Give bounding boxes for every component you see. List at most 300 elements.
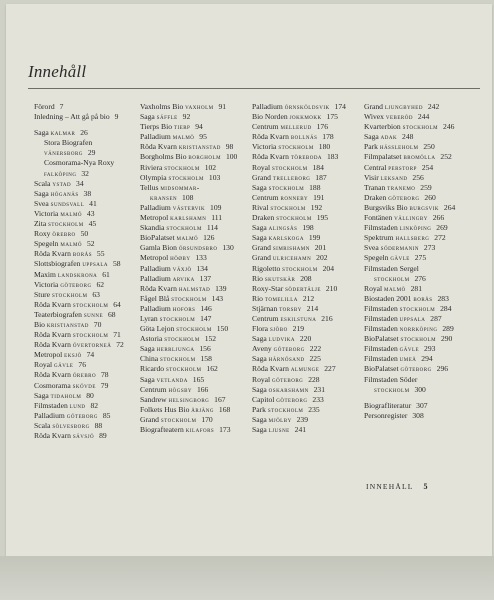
toc-entry-page: 143 — [211, 293, 224, 303]
toc-entry — [140, 213, 237, 223]
toc-entry-page: 246 — [443, 122, 455, 132]
toc-entry-page: 82 — [90, 400, 99, 410]
toc-entry-city: växjö — [172, 263, 192, 273]
toc-entry — [364, 324, 455, 334]
toc-entry-city: göteborg — [272, 374, 304, 384]
toc-entry-page: 94 — [195, 122, 203, 132]
running-footer-label: INNEHÅLL — [366, 482, 414, 491]
toc-entry-page: 192 — [310, 202, 323, 212]
toc-entry — [140, 233, 237, 243]
toc-entry-page: 162 — [206, 364, 218, 374]
toc-entry-name: Centrum — [252, 122, 279, 132]
toc-entry-page: 166 — [196, 384, 209, 394]
toc-entry-city: ulricehamn — [272, 253, 312, 263]
toc-entry-name: Filmpalatset — [364, 152, 402, 162]
toc-entry-name: Draken — [252, 213, 275, 223]
toc-entry-name: Victoria — [34, 279, 59, 289]
toc-entry — [364, 364, 455, 374]
toc-entry-city: stockholm — [164, 162, 200, 172]
toc-entry — [252, 102, 346, 112]
title-rule — [28, 88, 480, 89]
toc-entry-city: stockholm — [272, 162, 308, 172]
toc-entry-name: Röda Kvarn — [34, 330, 71, 340]
toc-entry-name: Palladium — [140, 303, 171, 313]
toc-entry-page: 241 — [294, 425, 307, 434]
toc-entry-page: 216 — [321, 313, 333, 323]
toc-entry — [364, 385, 455, 395]
toc-entry — [140, 425, 237, 435]
toc-entry-city: stockholm — [159, 313, 196, 323]
toc-entry — [140, 132, 237, 142]
toc-entry-page: 201 — [314, 243, 327, 253]
toc-entry — [252, 375, 346, 385]
toc-entry — [140, 415, 237, 425]
toc-entry-page: 91 — [218, 102, 227, 111]
toc-entry-page: 139 — [215, 283, 227, 293]
toc-entry-city: örebro — [52, 229, 76, 239]
table-surface — [0, 556, 494, 600]
toc-entry-page: 202 — [316, 253, 328, 263]
toc-entry — [140, 183, 237, 193]
toc-entry-city: adak — [380, 132, 398, 142]
toc-entry-name: Park — [364, 142, 378, 152]
toc-column-4 — [364, 102, 455, 421]
toc-entry — [364, 122, 455, 132]
toc-entry-name: Skandia — [140, 223, 165, 233]
toc-entry-name: Spektrum — [364, 233, 394, 243]
toc-entry — [252, 344, 346, 354]
toc-entry-city: säffle — [156, 112, 178, 122]
toc-entry-city: karlshamn — [170, 213, 207, 223]
toc-entry-name: Saga — [252, 354, 267, 364]
toc-entry-name: Fontänen — [364, 213, 393, 223]
toc-entry-page: 34 — [76, 178, 84, 188]
toc-entry-name: Riviera — [140, 162, 163, 172]
toc-entry-name: Victoria — [34, 208, 59, 218]
toc-entry-page: 174 — [334, 102, 346, 111]
toc-entry-city: eksjö — [64, 350, 82, 360]
toc-entry — [252, 132, 346, 142]
toc-entry — [364, 223, 455, 233]
toc-entry-name: Rio — [252, 293, 263, 303]
toc-entry-name: Tellus — [140, 182, 159, 192]
toc-entry-name: Röda Kvarn — [34, 249, 71, 259]
toc-entry — [140, 395, 237, 405]
toc-entry-page: 63 — [92, 289, 100, 299]
toc-entry-name: Saga — [252, 182, 267, 192]
toc-entry — [34, 411, 124, 421]
toc-entry-name: Saga — [252, 233, 267, 243]
page-number: 5 — [423, 482, 428, 491]
toc-entry — [364, 112, 455, 122]
toc-entry — [252, 163, 346, 173]
toc-entry-name: Stjärnan — [252, 303, 278, 313]
toc-entry-city: karlskoga — [268, 233, 305, 243]
toc-entry-page: 146 — [200, 303, 212, 313]
toc-entry-name: Grand — [364, 102, 383, 111]
toc-entry-name: Royal — [364, 283, 383, 293]
toc-entry — [140, 142, 237, 152]
toc-entry-page: 102 — [204, 162, 217, 172]
toc-entry-city: stockholm — [72, 299, 109, 309]
toc-entry-name: Saga — [34, 390, 49, 400]
toc-entry — [34, 229, 124, 239]
toc-entry-name: Rio — [252, 273, 263, 283]
toc-entry — [364, 183, 455, 193]
toc-entry-city: ystad — [52, 178, 72, 188]
toc-entry-city: simrishamn — [272, 243, 310, 253]
toc-entry — [34, 310, 124, 320]
toc-entry — [252, 314, 346, 324]
toc-entry-name: Fågel Blå — [140, 293, 170, 303]
toc-entry-name: Ricardo — [140, 364, 165, 374]
toc-entry-page: 45 — [88, 219, 97, 229]
toc-entry-page: 273 — [423, 243, 436, 253]
toc-entry-name: Tranan — [364, 182, 386, 192]
toc-entry-name: Spegeln — [364, 253, 389, 263]
toc-entry-name: Grand — [252, 253, 271, 263]
toc-entry-page: 173 — [219, 425, 231, 434]
toc-entry-name: Kvarterbion — [364, 122, 401, 132]
toc-entry-page: 95 — [199, 132, 207, 142]
toc-entry — [34, 158, 124, 168]
toc-entry-page: 290 — [440, 334, 453, 344]
toc-entry-page: 260 — [424, 192, 436, 202]
toc-entry — [140, 203, 237, 213]
toc-entry-name: Grand — [252, 172, 271, 182]
toc-entry-city: almunge — [290, 364, 320, 374]
toc-entry-page: 85 — [102, 410, 111, 420]
toc-entry-page: 188 — [309, 182, 321, 192]
toc-entry-city: stockholm — [374, 273, 410, 283]
toc-entry — [140, 314, 237, 324]
toc-entry — [34, 259, 124, 269]
toc-entry — [34, 148, 124, 158]
toc-entry — [34, 350, 124, 360]
toc-entry — [252, 324, 346, 334]
toc-entry — [252, 152, 346, 162]
toc-entry-page: 7 — [59, 102, 64, 111]
toc-entry-page: 308 — [412, 410, 424, 420]
toc-entry-name: BioPalatset — [140, 233, 175, 243]
toc-entry — [34, 102, 124, 112]
toc-entry-city: kristianstad — [178, 142, 221, 152]
toc-entry-page: 220 — [299, 334, 312, 344]
toc-entry — [252, 233, 346, 243]
toc-entry-city: höøby — [170, 253, 191, 263]
toc-entry — [140, 274, 237, 284]
toc-entry-name: Visir — [364, 172, 379, 182]
toc-entry-page: 158 — [200, 354, 212, 364]
toc-entry-city: bromölla — [403, 152, 436, 162]
toc-entry-page: 170 — [201, 414, 213, 424]
toc-entry — [34, 421, 124, 431]
toc-entry-page: 58 — [112, 259, 121, 269]
toc-entry-page: 89 — [99, 431, 107, 440]
toc-entry-page: 183 — [326, 152, 339, 162]
toc-entry-city: ljusne — [268, 425, 290, 434]
toc-entry — [34, 280, 124, 290]
toc-entry-page: 130 — [222, 243, 234, 253]
toc-entry-name: Saga — [252, 223, 267, 233]
toc-entry-city: stockholm — [171, 293, 207, 303]
toc-entry-page: 266 — [432, 213, 445, 223]
toc-entry-name: Wivex — [364, 112, 384, 122]
toc-entry-city: stockholm — [51, 289, 88, 299]
toc-entry — [364, 375, 455, 385]
toc-entry-city: ljungbyhed — [384, 102, 423, 111]
toc-entry-name: Filmstaden Sergel — [364, 263, 419, 273]
toc-entry-name: Victoria — [252, 142, 277, 152]
toc-entry-city: bollnäs — [290, 132, 318, 142]
toc-entry-name: Filmstaden Söder — [364, 374, 418, 384]
toc-entry-page: 244 — [417, 112, 430, 122]
toc-entry-page: 92 — [182, 112, 191, 122]
toc-entry — [34, 391, 124, 401]
toc-entry-name: Teaterbiografen — [34, 309, 82, 319]
toc-entry-city: uppsala — [399, 313, 426, 323]
toc-entry-city: gävle — [390, 253, 410, 263]
toc-entry-city: årjäng — [191, 404, 215, 414]
toc-entry — [140, 102, 237, 112]
toc-entry-city: tidaholm — [50, 390, 82, 400]
toc-entry-city: stockholm — [268, 182, 305, 192]
toc-entry-name: Röda Kvarn — [252, 152, 289, 162]
toc-entry-page: 250 — [423, 142, 435, 152]
toc-entry — [140, 294, 237, 304]
toc-entry-city: stockholm — [48, 219, 84, 229]
toc-entry-city: vällingby — [394, 213, 428, 223]
toc-entry-name: Svea — [34, 198, 49, 208]
toc-entry-page: 214 — [306, 303, 319, 313]
toc-entry-city: kalmar — [50, 128, 76, 138]
toc-entry-city: burgsvik — [409, 202, 440, 212]
toc-entry-page: 71 — [113, 330, 121, 340]
toc-entry-city: kristianstad — [46, 319, 89, 329]
toc-entry-city: göteborg — [276, 394, 308, 404]
toc-entry-page: 284 — [440, 303, 452, 313]
toc-entry — [140, 334, 237, 344]
toc-entry-city: herrljunga — [156, 344, 195, 354]
toc-entry-name: Saga — [252, 334, 267, 344]
toc-entry-name: Central — [364, 162, 387, 172]
toc-entry-city: tierp — [173, 122, 191, 132]
toc-entry — [34, 169, 124, 179]
toc-entry-page: 134 — [196, 263, 208, 273]
toc-entry-name: Filmstaden — [364, 354, 398, 364]
toc-entry-page: 195 — [316, 213, 329, 223]
toc-entry-city: stockholm — [168, 172, 205, 182]
toc-entry-city: högsby — [168, 384, 193, 394]
toc-entry-name: Filmstaden — [364, 324, 398, 334]
toc-entry-name: Metropol — [140, 213, 169, 223]
toc-entry-name: Palladium — [34, 410, 65, 420]
toc-entry — [364, 314, 455, 324]
toc-entry — [364, 163, 455, 173]
toc-entry-page: 187 — [315, 172, 327, 182]
toc-entry — [252, 193, 346, 203]
toc-entry-city: stockholm — [164, 334, 200, 344]
toc-entry-city: tomelilla — [264, 293, 298, 303]
toc-entry-city: stockholm — [160, 354, 196, 364]
toc-entry — [364, 233, 455, 243]
toc-entry — [34, 189, 124, 199]
toc-entry-name: Grand — [140, 414, 159, 424]
toc-entry-city: övertorneå — [72, 340, 112, 350]
toc-entry — [34, 219, 124, 229]
toc-entry-city: örnsköldsvik — [284, 102, 330, 111]
toc-entry-name: Saga — [34, 188, 49, 198]
toc-entry-page: 126 — [203, 233, 215, 243]
toc-entry-city: töreboda — [290, 152, 323, 162]
toc-entry — [364, 334, 455, 344]
toc-entry-name: Filmstaden — [364, 313, 398, 323]
toc-entry — [34, 340, 124, 350]
toc-entry-page: 235 — [308, 404, 320, 414]
toc-entry-city: sölvesborg — [52, 420, 90, 430]
toc-entry-page: 275 — [414, 253, 427, 263]
toc-entry — [34, 179, 124, 189]
toc-entry-city: falköping — [44, 168, 77, 178]
toc-entry-city: malmö — [384, 283, 406, 293]
toc-entry-page: 208 — [300, 273, 312, 283]
toc-column-3 — [252, 102, 346, 435]
toc-entry-page: 204 — [322, 263, 334, 273]
toc-entry — [364, 102, 455, 112]
toc-entry — [364, 142, 455, 152]
toc-entry-name: Sandrew — [140, 394, 167, 404]
toc-entry-name: Folkets Hus Bio — [140, 404, 190, 414]
toc-entry — [140, 364, 237, 374]
toc-entry-page: 178 — [322, 132, 334, 142]
toc-entry-page: 41 — [89, 198, 97, 208]
toc-entry — [252, 112, 346, 122]
toc-entry-page: 198 — [302, 223, 314, 233]
toc-entry-name: Röda Kvarn — [34, 370, 71, 380]
toc-entry-page: 108 — [182, 192, 194, 202]
toc-entry — [252, 294, 346, 304]
toc-entry-city: sundsvall — [50, 198, 85, 208]
toc-entry — [252, 385, 346, 395]
toc-entry-city: umeå — [399, 354, 417, 364]
toc-entry-page: 150 — [216, 324, 229, 334]
toc-entry-city: eskilstuna — [280, 313, 317, 323]
toc-entry — [34, 270, 124, 280]
toc-entry-page: 76 — [78, 360, 86, 370]
toc-entry — [252, 364, 346, 374]
toc-entry-name: Röda Kvarn — [252, 132, 289, 142]
toc-entry-name: Roxy — [34, 229, 51, 239]
toc-entry-name: Röda Kvarn — [140, 142, 177, 152]
toc-entry-page: 9 — [114, 112, 119, 122]
toc-entry — [140, 122, 237, 132]
toc-entry — [140, 324, 237, 334]
toc-entry — [140, 152, 237, 162]
toc-entry-page: 79 — [100, 380, 109, 390]
toc-entry-page: 98 — [225, 142, 234, 152]
toc-entry-page: 109 — [210, 202, 222, 212]
toc-entry-name: BioPalatset — [364, 364, 399, 374]
toc-entry-city: stockholm — [402, 122, 439, 132]
toc-entry-name: Saga — [252, 425, 267, 434]
toc-entry — [34, 431, 124, 441]
toc-entry-city: torsby — [279, 303, 302, 313]
toc-entry — [252, 395, 346, 405]
toc-entry — [34, 112, 124, 122]
toc-entry-name: Centrum — [140, 384, 167, 394]
toc-entry — [252, 243, 346, 253]
toc-entry-page: 283 — [437, 293, 449, 303]
toc-entry — [252, 284, 346, 294]
toc-entry — [364, 401, 455, 411]
toc-entry-name: Palladium — [140, 263, 171, 273]
toc-entry-city: södermanin — [380, 243, 420, 253]
toc-entry — [364, 304, 455, 314]
toc-entry — [252, 142, 346, 152]
toc-entry — [34, 199, 124, 209]
toc-entry-city: ronneby — [280, 192, 309, 202]
toc-entry-name: Spegeln — [34, 239, 59, 249]
toc-entry — [364, 173, 455, 183]
toc-entry — [252, 334, 346, 344]
toc-entry — [34, 300, 124, 310]
toc-entry — [34, 320, 124, 330]
toc-entry-page: 29 — [87, 148, 96, 158]
toc-entry-name: Aveny — [252, 344, 272, 354]
toc-entry-name: Filmstaden — [364, 344, 398, 354]
toc-entry-page: 227 — [324, 364, 336, 374]
toc-entry — [252, 253, 346, 263]
toc-entry-name: Filmstaden — [364, 223, 398, 233]
toc-entry-page: 264 — [443, 202, 456, 212]
toc-entry-page: 294 — [421, 354, 433, 364]
toc-entry-page: 26 — [80, 128, 88, 138]
toc-entry-city: arvika — [172, 273, 195, 283]
toc-entry — [364, 411, 455, 421]
toc-entry-city: alingsås — [268, 223, 298, 233]
toc-entry-name: Burgsviks Bio — [364, 202, 408, 212]
toc-entry-name: Röda Kvarn — [34, 431, 71, 440]
toc-entry-name: Filmstaden — [364, 303, 398, 313]
toc-entry-name: Zita — [34, 219, 47, 229]
toc-entry-page: 156 — [199, 344, 211, 354]
toc-entry-city: stockholm — [166, 223, 202, 233]
toc-entry-name: Bio — [34, 319, 45, 329]
toc-entry-page: 239 — [296, 414, 308, 424]
toc-entry-city: jokkmokk — [289, 112, 322, 122]
toc-entry — [140, 163, 237, 173]
toc-entry-page: 62 — [96, 279, 105, 289]
toc-entry-name: Lyran — [140, 313, 158, 323]
toc-entry — [364, 294, 455, 304]
toc-entry-name: Palladium — [252, 102, 283, 111]
toc-entry-name: Inledning – Att gå på bio — [34, 112, 110, 122]
toc-entry-page: 52 — [86, 239, 95, 249]
toc-entry-city: kransen — [150, 192, 178, 202]
toc-entry-city: malmö — [176, 233, 199, 243]
toc-entry-page: 176 — [316, 122, 329, 132]
toc-entry-name: Saga — [364, 132, 379, 142]
toc-entry — [252, 264, 346, 274]
toc-entry — [34, 209, 124, 219]
toc-entry-page: 147 — [200, 313, 212, 323]
toc-entry-page: 133 — [195, 253, 207, 263]
toc-entry-name: Röda Kvarn — [252, 364, 289, 374]
toc-entry-name: Filmstaden — [34, 400, 68, 410]
toc-entry-city: perstorp — [388, 162, 417, 172]
toc-entry-city: stockholm — [374, 384, 410, 394]
toc-entry-name: Vaxholms Bio — [140, 102, 184, 111]
